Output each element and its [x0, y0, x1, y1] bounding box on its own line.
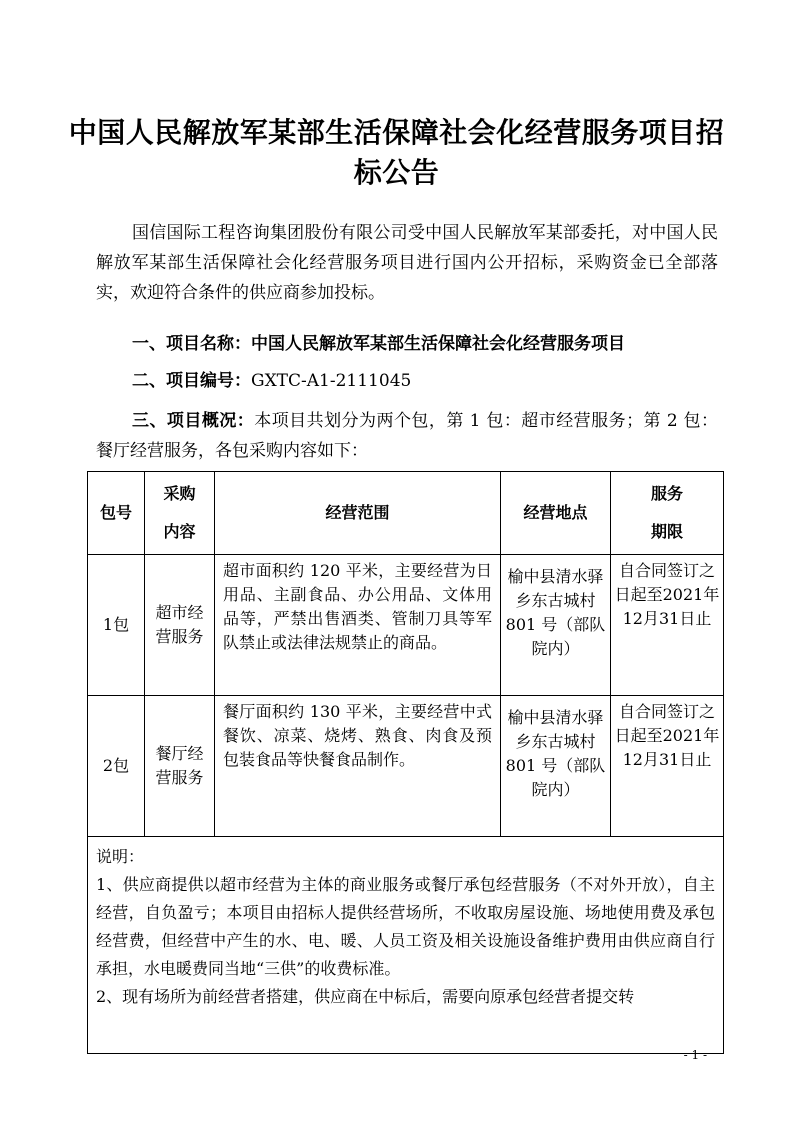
header-content-line1: 采购	[163, 484, 196, 503]
cell-scope: 餐厅面积约 130 平米，主要经营中式餐饮、凉菜、烧烤、熟食、肉食及预包装食品等快餐食品制作。	[215, 696, 501, 837]
header-content	[145, 472, 215, 555]
cell-place: 榆中县清水驿乡东古城村 801 号（部队院内）	[501, 555, 611, 696]
note-2: 2、现有场所为前经营者搭建，供应商在中标后，需要向原承包经营者提交转	[96, 987, 635, 1006]
item2-value: GXTC-A1-2111045	[251, 371, 412, 391]
cell-content: 餐厅经营服务	[145, 696, 215, 837]
cell-pkg: 2包	[88, 696, 145, 837]
item1-value: 中国人民解放军某部生活保障社会化经营服务项目	[251, 334, 625, 354]
cell-content: 超市经营服务	[145, 555, 215, 696]
table-row	[88, 555, 724, 696]
intro-paragraph: 国信国际工程咨询集团股份有限公司受中国人民解放军某部委托，对中国人民解放军某部生活保障社会化经营服务项目进行国内公开招标，采购资金已全部落实，欢迎符合条件的供应商参加投标。	[96, 223, 718, 303]
cell-pkg: 1包	[88, 555, 145, 696]
cell-scope: 超市面积约 120 平米，主要经营为日用品、主副食品、办公用品、文体用品等，严禁出售酒类、管制刀具等军队禁止或法律法规禁止的商品。	[215, 555, 501, 696]
item3-value: 本项目共划分为两个包，第 1 包：超市经营服务；第 2 包：餐厅经营服务，各包采购内容如下：	[96, 411, 719, 461]
cell-place: 榆中县清水驿乡东古城村 801 号（部队院内）	[501, 696, 611, 837]
cell-term: 自合同签订之日起至2021年12月31日止	[611, 696, 724, 837]
table-row	[88, 696, 724, 837]
table-header-row	[88, 472, 724, 555]
note-1: 1、供应商提供以超市经营为主体的商业服务或餐厅承包经营服务（不对外开放），自主经营，自负盈亏；本项目由招标人提供经营场所，不收取房屋设施、场地使用费及承包经营费，但经营中产生的水、电、暖、人员工资及相关设施设备维护费用由供应商自行承担，水电暖费同当地“三供”的收费标准。	[96, 875, 715, 978]
header-pkg: 包号	[88, 472, 145, 555]
header-term	[611, 472, 724, 555]
item3-head: 三、项目概况：	[132, 411, 255, 431]
table-notes-row	[88, 837, 724, 1054]
item-project-name	[132, 329, 625, 359]
procurement-table	[87, 471, 724, 1054]
item2-head: 二、项目编号：	[132, 371, 251, 391]
item-project-overview	[96, 406, 718, 466]
header-content-line2: 内容	[163, 522, 196, 541]
page-number: - 1 -	[683, 1048, 707, 1062]
cell-term: 自合同签订之日起至2021年12月31日止	[611, 555, 724, 696]
document-title: 中国人民解放军某部生活保障社会化经营服务项目招标公告	[68, 116, 725, 189]
header-scope: 经营范围	[215, 472, 501, 555]
cell-notes	[88, 837, 724, 1054]
header-term-line1: 服务	[650, 484, 683, 503]
header-term-line2: 期限	[650, 522, 683, 541]
item1-head: 一、项目名称：	[132, 334, 251, 354]
item-project-number	[132, 366, 411, 396]
notes-label: 说明：	[96, 847, 145, 866]
header-place: 经营地点	[501, 472, 611, 555]
